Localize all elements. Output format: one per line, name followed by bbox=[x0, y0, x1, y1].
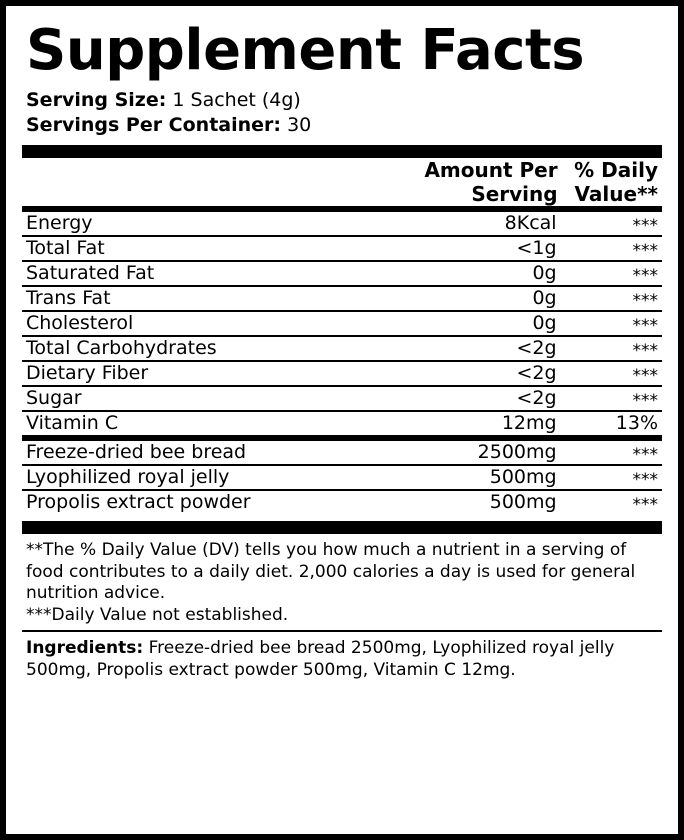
header-daily-value bbox=[560, 158, 662, 206]
table-header-row bbox=[22, 158, 662, 206]
divider-thick-bottom bbox=[22, 521, 662, 534]
header-dv-line2: Value** bbox=[574, 182, 658, 206]
nutrient-daily-value: *** bbox=[560, 286, 662, 311]
table-row bbox=[22, 361, 662, 386]
divider-thick-top bbox=[22, 145, 662, 158]
nutrient-amount: <1g bbox=[393, 236, 559, 261]
serving-size-value: 1 Sachet (4g) bbox=[172, 89, 301, 111]
blend-daily-value: *** bbox=[560, 465, 662, 490]
ingredients-label: Ingredients: bbox=[26, 638, 144, 658]
nutrient-daily-value: *** bbox=[560, 236, 662, 261]
nutrient-amount: <2g bbox=[393, 336, 559, 361]
nutrient-name: Dietary Fiber bbox=[22, 361, 393, 386]
nutrient-amount: 12mg bbox=[501, 412, 557, 434]
nutrient-name: Sugar bbox=[22, 386, 393, 411]
nutrient-amount: <2g bbox=[393, 386, 559, 411]
nutrient-name: Vitamin C bbox=[26, 412, 119, 434]
nutrient-daily-value: *** bbox=[560, 386, 662, 411]
footnotes bbox=[22, 534, 662, 626]
table-row bbox=[22, 286, 662, 311]
blend-amount: 500mg bbox=[489, 491, 557, 513]
ingredients-section bbox=[22, 632, 662, 681]
table-row bbox=[22, 311, 662, 336]
nutrient-name: Cholesterol bbox=[22, 311, 393, 336]
ingredients-value: Freeze-dried bee bread 2500mg, Lyophilized royal jelly 500mg, Propolis extract powder 500mg, Vitamin C 12mg. bbox=[26, 638, 615, 680]
header-amount-line1: Amount Per bbox=[424, 158, 558, 182]
header-blank bbox=[22, 158, 393, 206]
servings-per-container-line bbox=[22, 113, 662, 138]
nutrient-name: Total Fat bbox=[22, 236, 393, 261]
header-amount-per-serving bbox=[393, 158, 559, 206]
nutrient-name: Trans Fat bbox=[22, 286, 393, 311]
table-row bbox=[22, 261, 662, 286]
nutrient-daily-value: *** bbox=[560, 212, 662, 236]
nutrient-name: Energy bbox=[22, 212, 393, 236]
blend-amount: 500mg bbox=[393, 465, 559, 490]
nutrient-daily-value: *** bbox=[560, 361, 662, 386]
nutrient-daily-value: 13% bbox=[615, 412, 658, 434]
nutrient-daily-value: *** bbox=[560, 261, 662, 286]
blend-daily-value: *** bbox=[632, 495, 658, 515]
nutrition-table bbox=[22, 158, 662, 206]
table-row bbox=[22, 411, 662, 435]
servings-per-container-value: 30 bbox=[287, 114, 312, 136]
table-row bbox=[22, 336, 662, 361]
table-row bbox=[22, 490, 662, 514]
footnote-not-established: ***Daily Value not established. bbox=[26, 604, 289, 625]
table-row bbox=[22, 441, 662, 465]
table-row bbox=[22, 465, 662, 490]
blend-amount: 2500mg bbox=[393, 441, 559, 465]
serving-size-line bbox=[22, 88, 662, 113]
nutrient-name: Saturated Fat bbox=[22, 261, 393, 286]
nutrient-amount: 0g bbox=[393, 286, 559, 311]
blend-table bbox=[22, 441, 662, 514]
table-row bbox=[22, 236, 662, 261]
nutrient-amount: 0g bbox=[393, 311, 559, 336]
nutrient-daily-value: *** bbox=[560, 336, 662, 361]
nutrients-table bbox=[22, 212, 662, 435]
table-row bbox=[22, 386, 662, 411]
blend-name: Lyophilized royal jelly bbox=[22, 465, 393, 490]
servings-per-container-label: Servings Per Container: bbox=[26, 114, 282, 136]
serving-size-label: Serving Size: bbox=[26, 89, 167, 111]
nutrient-amount: 0g bbox=[393, 261, 559, 286]
nutrient-daily-value: *** bbox=[560, 311, 662, 336]
header-amount-line2: Serving bbox=[471, 182, 558, 206]
header-dv-line1: % Daily bbox=[574, 158, 658, 182]
nutrient-name: Total Carbohydrates bbox=[22, 336, 393, 361]
page-title: Supplement Facts bbox=[26, 18, 585, 83]
blend-name: Freeze-dried bee bread bbox=[22, 441, 393, 465]
table-row bbox=[22, 212, 662, 236]
blend-daily-value: *** bbox=[560, 441, 662, 465]
blend-name: Propolis extract powder bbox=[26, 491, 251, 513]
footnote-daily-value: **The % Daily Value (DV) tells you how much a nutrient in a serving of food contributes to a daily diet. 2,000 calories a day is used for general nutrition advice. bbox=[26, 540, 636, 603]
nutrient-amount: 8Kcal bbox=[393, 212, 559, 236]
nutrient-amount: <2g bbox=[393, 361, 559, 386]
